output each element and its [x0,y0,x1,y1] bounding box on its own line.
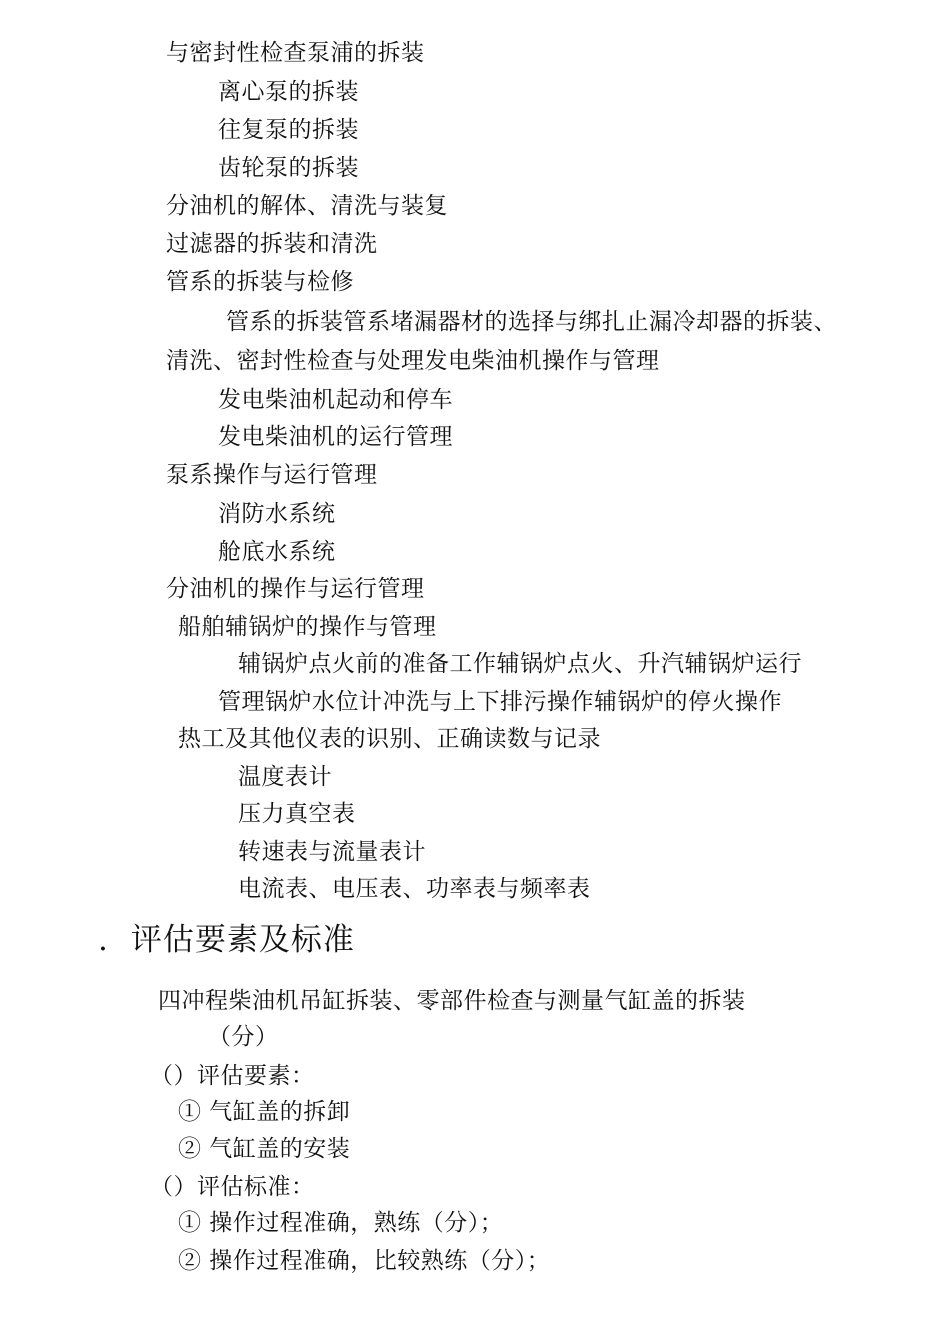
outline-item: 温度表计 [238,764,332,790]
outline-item: 管系的拆装与检修 [166,269,354,295]
outline-item: 过滤器的拆装和清洗 [166,231,378,257]
outline-item: 清洗、密封性检查与处理发电柴油机操作与管理 [166,348,660,374]
outline-item: 泵系操作与运行管理 [166,462,378,488]
subheading-elements: （）评估要素： [150,1063,315,1089]
outline-item: 分油机的解体、清洗与装复 [166,193,448,219]
score-note: （分） [208,1024,279,1050]
outline-item: 消防水系统 [218,501,336,527]
assessment-item-title: 四冲程柴油机吊缸拆装、零部件检查与测量气缸盖的拆装 [158,988,746,1014]
outline-item: 齿轮泵的拆装 [218,155,359,181]
outline-item: 舱底水系统 [218,539,336,565]
outline-item: 热工及其他仪表的识别、正确读数与记录 [178,726,601,752]
assessment-element: ② 气缸盖的安装 [178,1136,351,1162]
outline-item: 分油机的操作与运行管理 [166,576,425,602]
outline-item: 船舶辅锅炉的操作与管理 [178,614,437,640]
assessment-standard: ① 操作过程准确，熟练（分）； [178,1210,504,1236]
section-title: 评估要素及标准 [130,922,355,958]
assessment-element: ① 气缸盖的拆卸 [178,1099,351,1125]
outline-item: 电流表、电压表、功率表与频率表 [238,876,591,902]
outline-item: 管系的拆装管系堵漏器材的选择与绑扎止漏冷却器的拆装、 [226,309,837,335]
outline-item: 与密封性检查泵浦的拆装 [166,40,425,66]
section-heading [98,920,355,960]
outline-item: 压力真空表 [238,801,356,827]
outline-item: 离心泵的拆装 [218,79,359,105]
outline-item: 管理锅炉水位计冲洗与上下排污操作辅锅炉的停火操作 [218,689,782,715]
assessment-standard: ② 操作过程准确，比较熟练（分）； [178,1248,551,1274]
section-bullet: . [98,922,109,958]
outline-item: 转速表与流量表计 [238,839,426,865]
subheading-standards: （）评估标准： [150,1174,315,1200]
outline-item: 往复泵的拆装 [218,117,359,143]
outline-item: 发电柴油机起动和停车 [218,387,453,413]
outline-item: 辅锅炉点火前的准备工作辅锅炉点火、升汽辅锅炉运行 [238,651,802,677]
outline-item: 发电柴油机的运行管理 [218,424,453,450]
